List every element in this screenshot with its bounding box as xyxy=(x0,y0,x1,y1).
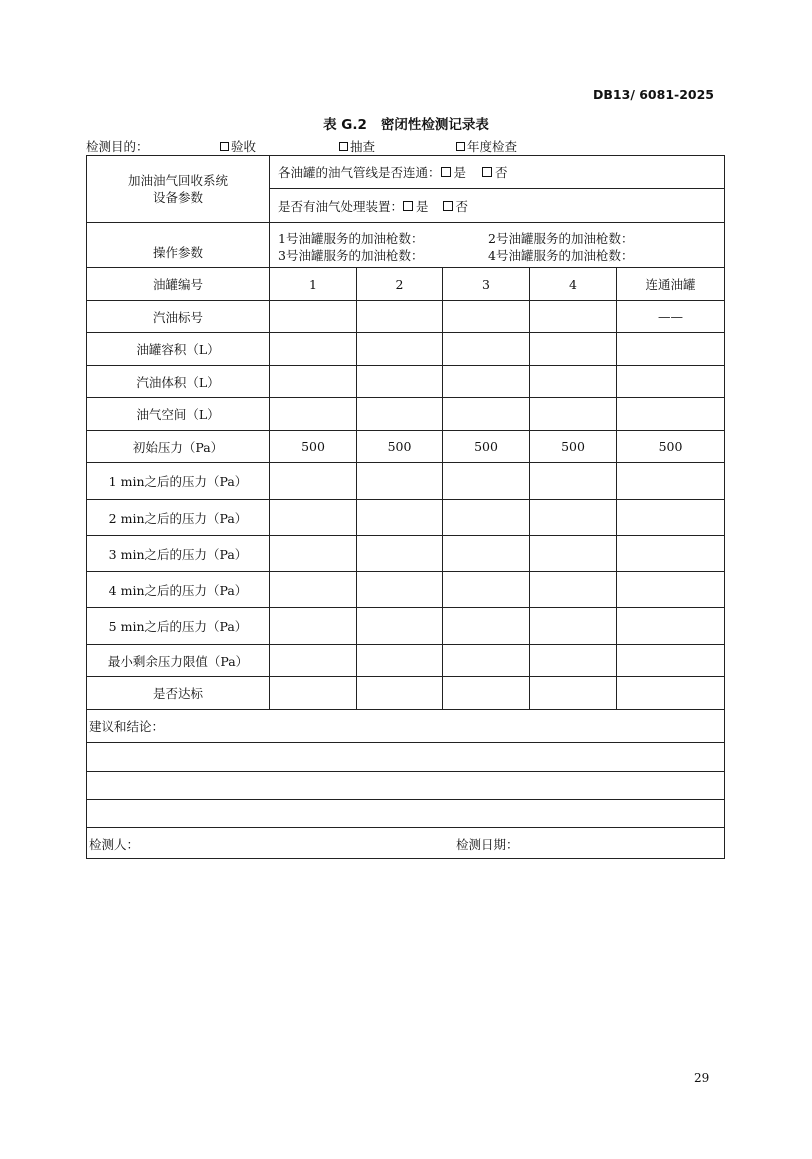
value-cell[interactable]: 500 xyxy=(270,431,357,463)
value-cell[interactable] xyxy=(617,500,725,536)
value-cell[interactable] xyxy=(617,536,725,572)
checkbox-icon[interactable] xyxy=(482,167,492,177)
checkbox-icon[interactable] xyxy=(220,142,229,151)
value-cell[interactable] xyxy=(530,500,617,536)
value-cell[interactable] xyxy=(530,463,617,500)
row-label: 4 min之后的压力（Pa） xyxy=(87,572,270,608)
row-label: 1 min之后的压力（Pa） xyxy=(87,463,270,500)
row-label: 2 min之后的压力（Pa） xyxy=(87,500,270,536)
value-cell[interactable] xyxy=(357,677,443,710)
value-cell[interactable] xyxy=(530,333,617,366)
row-label: 油气空间（L） xyxy=(87,398,270,431)
signature-row xyxy=(87,828,725,859)
row-label: 初始压力（Pa） xyxy=(87,431,270,463)
row-label: 5 min之后的压力（Pa） xyxy=(87,608,270,645)
table-row xyxy=(87,677,725,710)
value-cell[interactable] xyxy=(617,608,725,645)
document-code: DB13/ 6081-2025 xyxy=(593,87,714,102)
checkbox-icon[interactable] xyxy=(443,201,453,211)
value-cell[interactable] xyxy=(443,608,530,645)
column-header: 4 xyxy=(530,268,617,301)
value-cell[interactable] xyxy=(357,645,443,677)
row-label: 油罐容积（L） xyxy=(87,333,270,366)
checkbox-icon[interactable] xyxy=(456,142,465,151)
table-row xyxy=(87,398,725,431)
checkbox-icon[interactable] xyxy=(403,201,413,211)
value-cell[interactable] xyxy=(443,463,530,500)
value-cell[interactable] xyxy=(530,398,617,431)
tank4-nozzles: 4号油罐服务的加油枪数： xyxy=(488,248,634,263)
table-row xyxy=(87,333,725,366)
table-row xyxy=(87,301,725,333)
purpose-label: 检测目的： xyxy=(86,139,149,154)
page-number: 29 xyxy=(694,1071,710,1085)
table-row xyxy=(87,536,725,572)
checkbox-icon[interactable] xyxy=(441,167,451,177)
value-cell[interactable] xyxy=(357,500,443,536)
value-cell[interactable] xyxy=(617,398,725,431)
value-cell[interactable] xyxy=(443,572,530,608)
value-cell[interactable] xyxy=(357,333,443,366)
value-cell[interactable] xyxy=(270,463,357,500)
value-cell[interactable] xyxy=(357,463,443,500)
table-row xyxy=(87,572,725,608)
inspection-date-label: 检测日期： xyxy=(456,837,519,852)
value-cell[interactable] xyxy=(357,536,443,572)
purpose-option-spot-check[interactable]: 抽查 xyxy=(339,139,375,155)
purpose-option-acceptance[interactable]: 验收 xyxy=(220,139,256,155)
airtightness-record-table xyxy=(86,155,725,859)
table-row xyxy=(87,500,725,536)
value-cell[interactable] xyxy=(617,645,725,677)
column-header: 1 xyxy=(270,268,357,301)
value-cell[interactable] xyxy=(357,301,443,333)
column-header: 2 xyxy=(357,268,443,301)
value-cell[interactable] xyxy=(617,366,725,398)
value-cell[interactable] xyxy=(270,398,357,431)
system-params-label: 加油油气回收系统 设备参数 xyxy=(87,156,270,223)
value-cell[interactable] xyxy=(443,677,530,710)
value-cell[interactable] xyxy=(270,677,357,710)
tank3-nozzles: 3号油罐服务的加油枪数： xyxy=(278,248,424,263)
value-cell[interactable] xyxy=(443,301,530,333)
value-cell[interactable] xyxy=(270,536,357,572)
value-cell[interactable] xyxy=(530,572,617,608)
row-label: 3 min之后的压力（Pa） xyxy=(87,536,270,572)
inspection-purpose-row xyxy=(86,139,726,155)
value-cell[interactable]: 500 xyxy=(357,431,443,463)
value-cell[interactable] xyxy=(530,536,617,572)
table-number: 表 G.2 xyxy=(323,117,367,133)
conclusion-line[interactable] xyxy=(87,743,725,772)
value-cell[interactable] xyxy=(443,645,530,677)
conclusion-line[interactable] xyxy=(87,772,725,800)
value-cell[interactable]: —— xyxy=(617,301,725,333)
value-cell[interactable] xyxy=(443,536,530,572)
value-cell[interactable] xyxy=(357,366,443,398)
value-cell[interactable] xyxy=(357,608,443,645)
value-cell[interactable] xyxy=(357,398,443,431)
value-cell[interactable] xyxy=(530,366,617,398)
value-cell[interactable] xyxy=(530,677,617,710)
column-header: 连通油罐 xyxy=(617,268,725,301)
conclusion-line[interactable] xyxy=(87,800,725,828)
value-cell[interactable] xyxy=(530,301,617,333)
table-row xyxy=(87,645,725,677)
value-cell[interactable] xyxy=(270,608,357,645)
value-cell[interactable] xyxy=(443,398,530,431)
tank-number-row xyxy=(87,268,725,301)
conclusion-label: 建议和结论： xyxy=(87,710,725,743)
operation-params-cell xyxy=(270,223,725,268)
purpose-option-annual-check[interactable]: 年度检查 xyxy=(456,139,517,155)
value-cell[interactable] xyxy=(530,608,617,645)
table-row xyxy=(87,431,725,463)
value-cell[interactable] xyxy=(270,366,357,398)
value-cell[interactable] xyxy=(443,366,530,398)
row-label: 汽油体积（L） xyxy=(87,366,270,398)
table-title xyxy=(0,113,812,133)
value-cell[interactable]: 500 xyxy=(530,431,617,463)
value-cell[interactable] xyxy=(530,645,617,677)
value-cell[interactable]: 500 xyxy=(617,431,725,463)
value-cell[interactable] xyxy=(443,333,530,366)
value-cell[interactable] xyxy=(617,677,725,710)
row-label: 最小剩余压力限值（Pa） xyxy=(87,645,270,677)
value-cell[interactable] xyxy=(617,572,725,608)
value-cell[interactable] xyxy=(443,500,530,536)
value-cell[interactable] xyxy=(617,463,725,500)
table-row xyxy=(87,366,725,398)
pipeline-connected-cell: 各油罐的油气管线是否连通： 是 否 xyxy=(270,156,725,189)
table-row xyxy=(87,608,725,645)
value-cell[interactable] xyxy=(270,333,357,366)
value-cell[interactable] xyxy=(357,572,443,608)
value-cell[interactable]: 500 xyxy=(443,431,530,463)
table-row xyxy=(87,463,725,500)
operation-params-label: 操作参数 xyxy=(87,223,270,268)
processing-device-cell: 是否有油气处理装置： 是 否 xyxy=(270,189,725,223)
value-cell[interactable] xyxy=(270,572,357,608)
inspector-label: 检测人： xyxy=(89,837,140,852)
table-title-text: 密闭性检测记录表 xyxy=(380,117,489,133)
row-label: 汽油标号 xyxy=(87,301,270,333)
tank1-nozzles: 1号油罐服务的加油枪数： xyxy=(278,231,424,246)
value-cell[interactable] xyxy=(270,500,357,536)
row-label: 油罐编号 xyxy=(87,268,270,301)
column-header: 3 xyxy=(443,268,530,301)
tank2-nozzles: 2号油罐服务的加油枪数： xyxy=(488,231,634,246)
checkbox-icon[interactable] xyxy=(339,142,348,151)
row-label: 是否达标 xyxy=(87,677,270,710)
value-cell[interactable] xyxy=(270,301,357,333)
value-cell[interactable] xyxy=(270,645,357,677)
value-cell[interactable] xyxy=(617,333,725,366)
